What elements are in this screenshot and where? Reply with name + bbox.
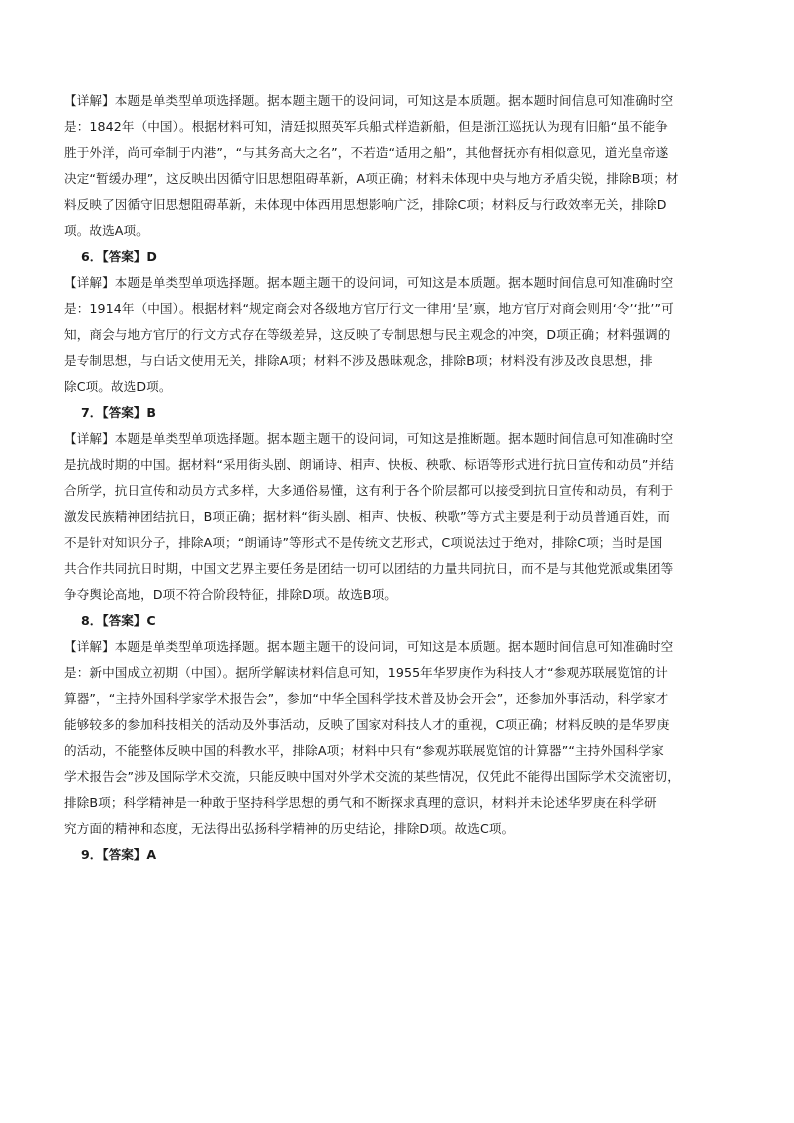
q6-line: 是专制思想，与白话文使用无关，排除A项；材料不涉及愚昧观念，排除B项；材料没有涉及改良思想，排	[64, 353, 653, 368]
q8-line: 能够较多的参加科技相关的活动及外事活动，反映了国家对科技人才的重视，C项正确；材料反映的是华罗庚	[64, 717, 670, 732]
q8-line: 排除B项；科学精神是一种敢于坚持科学思想的勇气和不断探求真理的意识，材料并未论述华罗庚在科学研	[64, 795, 657, 810]
q6-answer: 6．【答案】D	[81, 249, 157, 264]
q7-explanation	[64, 426, 734, 608]
q5-line: 决定“暂缓办理”，这反映出因循守旧思想阻碍革新，A项正确；材料未体现中央与地方矛盾尖锐，排除B项；材	[64, 171, 679, 186]
q5-line: 项。故选A项。	[64, 223, 149, 238]
q7-line: 激发民族精神团结抗日，B项正确；据材料“街头剧、相声、快板、秧歌”等方式主要是利于动员普通百姓，而	[64, 509, 670, 524]
q6-explanation	[64, 270, 734, 400]
q6-line: 是：1914年（中国）。根据材料“规定商会对各级地方官厅行文一律用‘呈’禀，地方官厅对商会则用‘令’‘批’”可	[64, 301, 674, 316]
q8-line: 究方面的精神和态度，无法得出弘扬科学精神的历史结论，排除D项。故选C项。	[64, 821, 515, 836]
answer-explanations	[64, 88, 734, 868]
q6-line: 除C项。故选D项。	[64, 379, 172, 394]
q8-answer: 8．【答案】C	[81, 613, 156, 628]
q7-line: 共合作共同抗日时期，中国文艺界主要任务是团结一切可以团结的力量共同抗日，而不是与其他党派或集团等	[64, 561, 674, 576]
q6-line: 【详解】本题是单类型单项选择题。据本题主题干的设问词，可知这是本质题。据本题时间信息可知准确时空	[64, 275, 674, 290]
q8-explanation	[64, 634, 734, 842]
q8-line: 算器”，“主持外国科学家学术报告会”，参加“中华全国科学技术普及协会开会”，还参加外事活动，科学家才	[64, 691, 669, 706]
q5-line: 【详解】本题是单类型单项选择题。据本题主题干的设问词，可知这是本质题。据本题时间信息可知准确时空	[64, 93, 674, 108]
q7-line: 合所学，抗日宣传和动员方式多样，大多通俗易懂，这有利于各个阶层都可以接受到抗日宣传和动员，有利于	[64, 483, 674, 498]
q8-line: 【详解】本题是单类型单项选择题。据本题主题干的设问词，可知这是本质题。据本题时间信息可知准确时空	[64, 639, 674, 654]
q6-line: 知，商会与地方官厅的行文方式存在等级差异，这反映了专制思想与民主观念的冲突，D项正确；材料强调的	[64, 327, 671, 342]
q7-answer: 7．【答案】B	[81, 405, 157, 420]
q7-line: 不是针对知识分子，排除A项；“朗诵诗”等形式不是传统文艺形式，C项说法过于绝对，排除C项；当时是国	[64, 535, 663, 550]
q8-line: 的活动，不能整体反映中国的科教水平，排除A项；材料中只有“参观苏联展览馆的计算器”“主持外国科学家	[64, 743, 664, 758]
q8-line: 是：新中国成立初期（中国）。据所学解读材料信息可知，1955年华罗庚作为科技人才“参观苏联展览馆的计	[64, 665, 668, 680]
q5-line: 胜于外洋，尚可牵制于内港”，“与其务高大之名”，不若造“适用之船”，其他督抚亦有相似意见，道光皇帝遂	[64, 145, 669, 160]
q8-line: 学术报告会”涉及国际学术交流，只能反映中国对外学术交流的某些情况，仅凭此不能得出国际学术交流密切，	[64, 769, 680, 784]
q7-line: 争夺舆论高地，D项不符合阶段特征，排除D项。故选B项。	[64, 587, 397, 602]
q5-line: 料反映了因循守旧思想阻碍革新，未体现中体西用思想影响广泛，排除C项；材料反与行政效率无关，排除D	[64, 197, 667, 212]
q7-line: 【详解】本题是单类型单项选择题。据本题主题干的设问词，可知这是推断题。据本题时间信息可知准确时空	[64, 431, 674, 446]
q5-explanation	[64, 88, 734, 244]
q9-answer: 9．【答案】A	[81, 847, 157, 862]
q5-line: 是：1842年（中国）。根据材料可知，清廷拟照英军兵船式样造新船，但是浙江巡抚认为现有旧船“虽不能争	[64, 119, 668, 134]
q7-line: 是抗战时期的中国。据材料“采用街头剧、朗诵诗、相声、快板、秧歌、标语等形式进行抗日宣传和动员”并结	[64, 457, 674, 472]
